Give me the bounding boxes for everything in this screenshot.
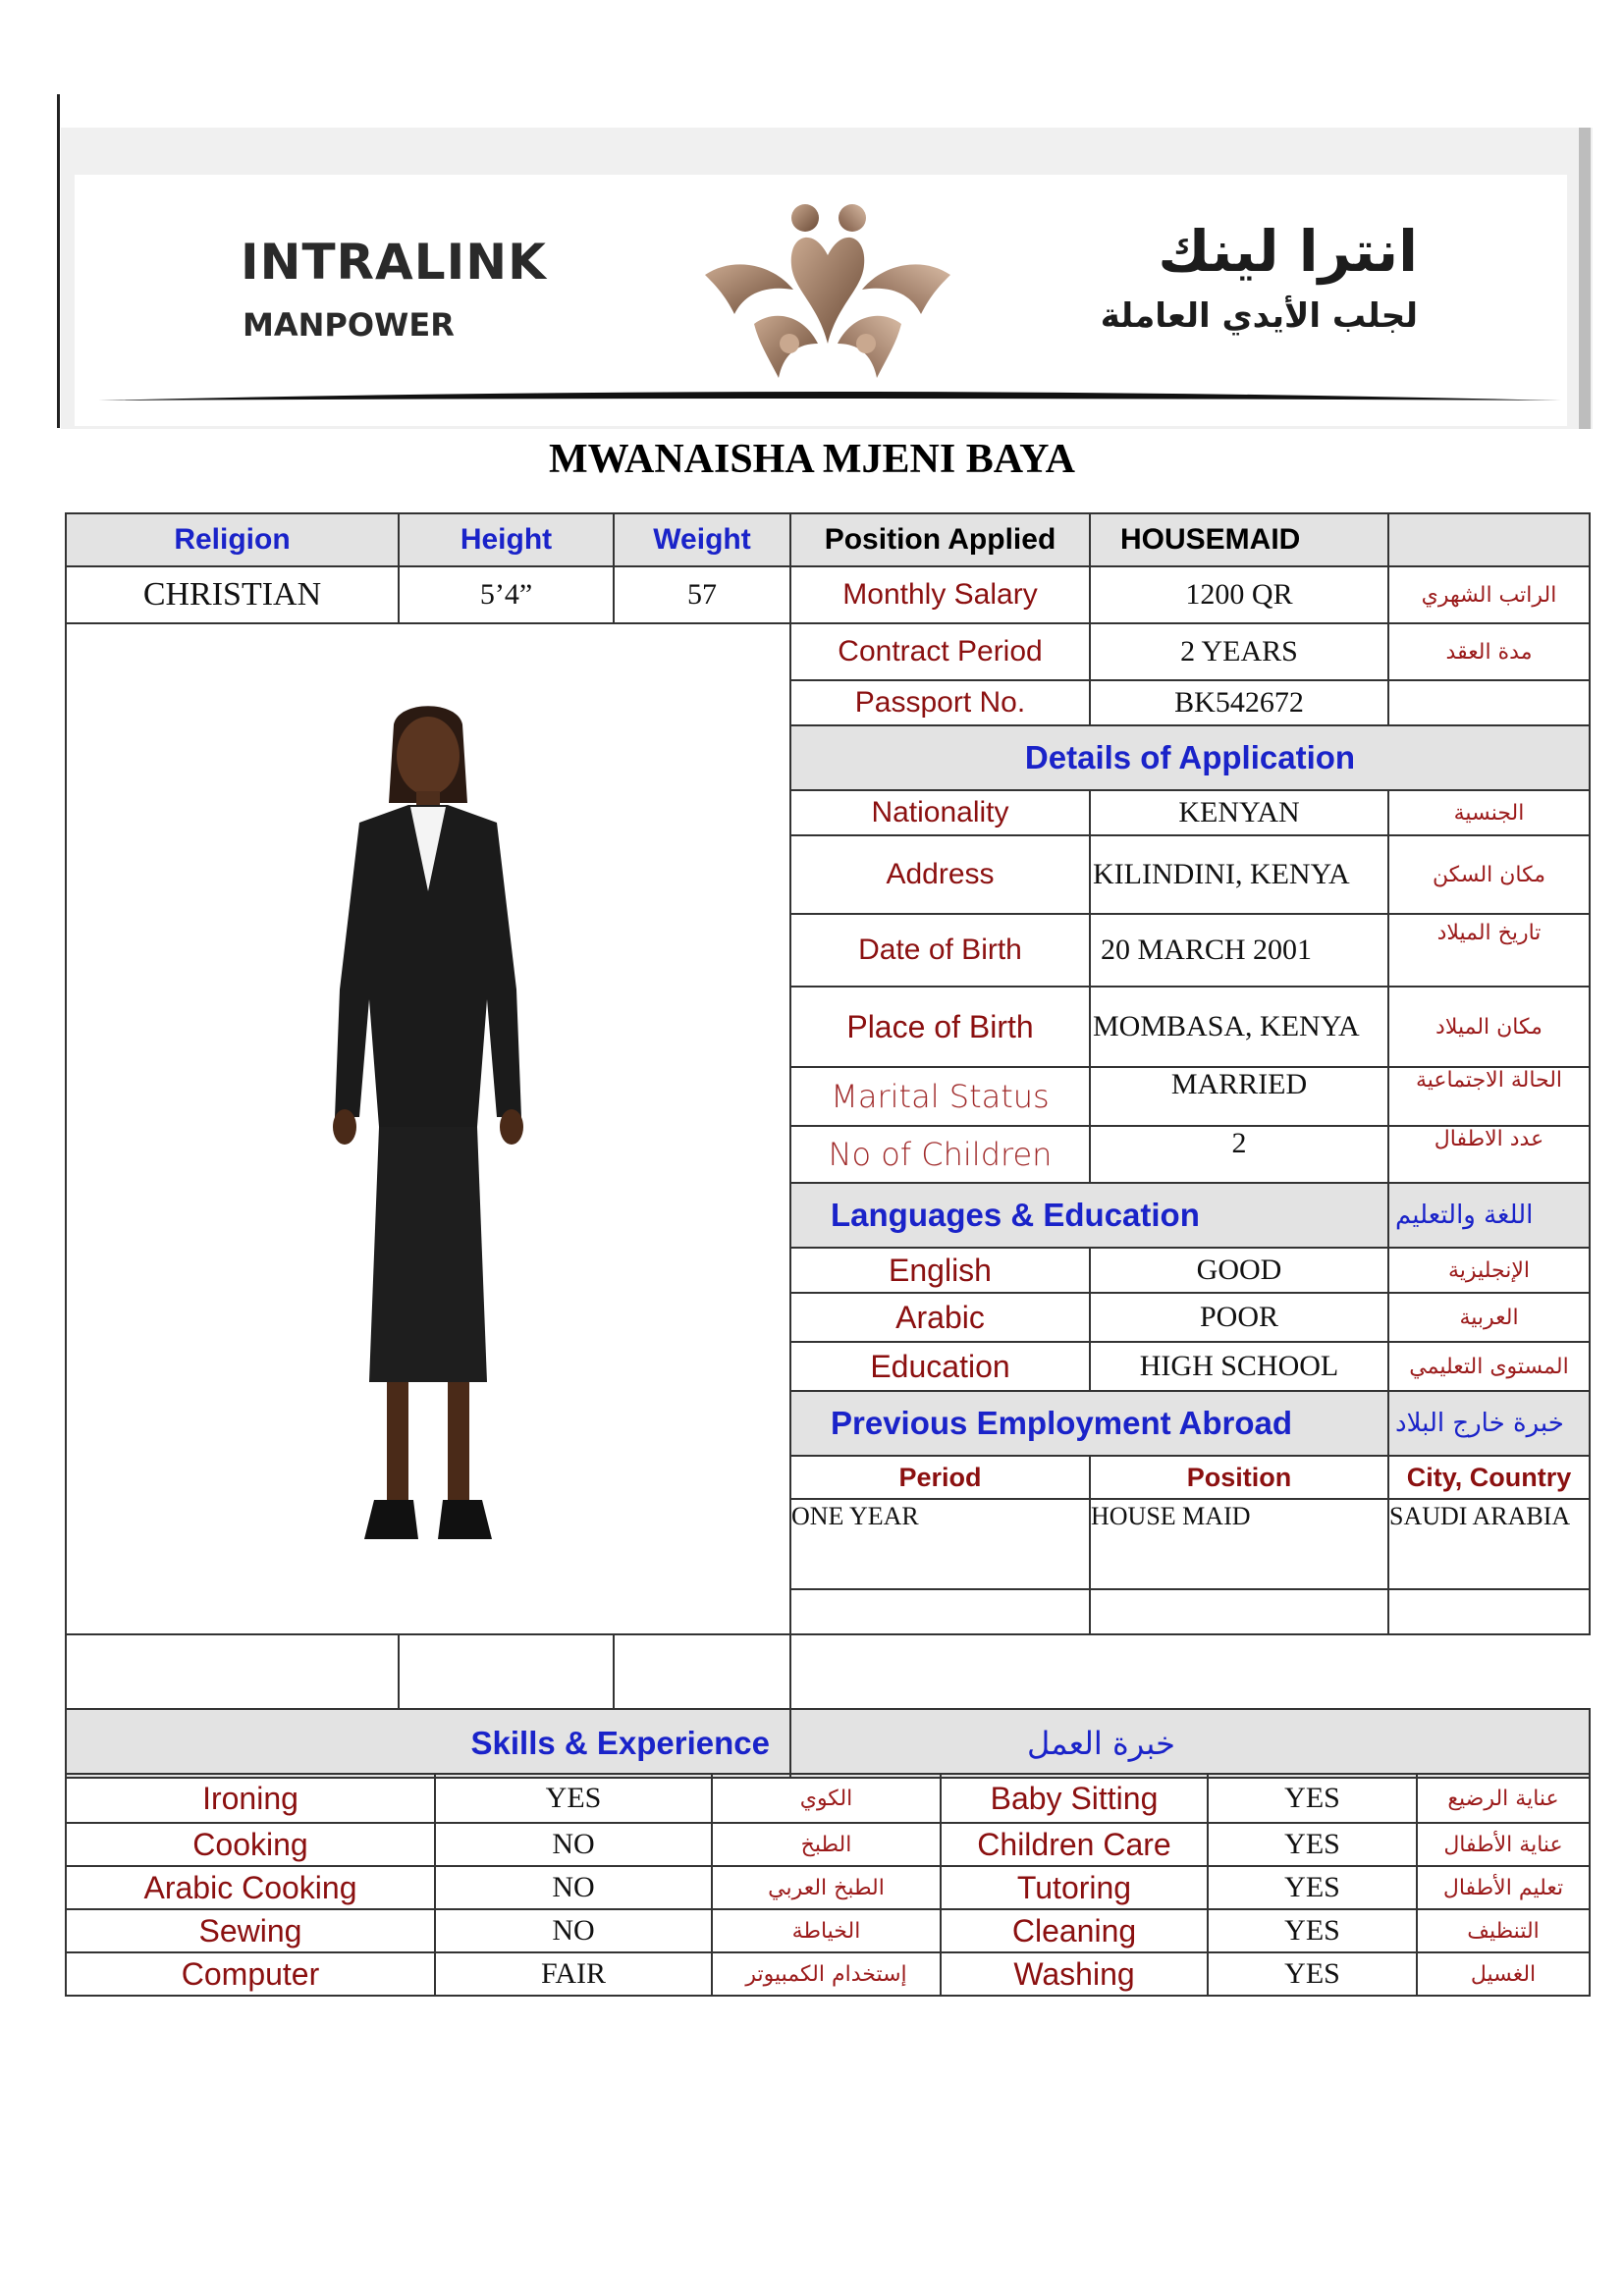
- candidate-name: MWANAISHA MJENI BAYA: [549, 437, 1075, 482]
- education-value: HIGH SCHOOL: [1090, 1342, 1388, 1391]
- skill-label: Arabic Cooking: [66, 1866, 435, 1909]
- skill-ar: الخياطة: [712, 1909, 941, 1952]
- skill-ar: تعليم الأطفال: [1417, 1866, 1590, 1909]
- employment-section-title-ar: خبرة خارج البلاد: [1388, 1391, 1590, 1456]
- position-applied-ar: [1388, 513, 1590, 566]
- position-applied-label: Position Applied: [790, 513, 1090, 566]
- pob-value: MOMBASA, KENYA: [1090, 987, 1388, 1067]
- passport-label: Passport No.: [790, 680, 1090, 725]
- english-ar: الإنجليزية: [1388, 1248, 1590, 1293]
- company-name-ar: انترا لينك: [1158, 218, 1418, 285]
- company-subtitle-ar: لجلب الأيدي العاملة: [1100, 296, 1418, 336]
- header-banner-edge: [1579, 128, 1591, 429]
- employment-empty-cell: [1388, 1589, 1590, 1634]
- skill-value: YES: [1208, 1823, 1417, 1866]
- marital-value: MARRIED: [1090, 1067, 1388, 1126]
- skill-value: NO: [435, 1823, 712, 1866]
- skill-ar: الغسيل: [1417, 1952, 1590, 1996]
- employment-empty-cell: [1090, 1589, 1388, 1634]
- employment-position-header: Position: [1090, 1456, 1388, 1499]
- skill-ar: الكوي: [712, 1774, 941, 1823]
- height-value: 5’4”: [399, 566, 614, 623]
- company-name-en: INTRALINK: [241, 234, 547, 291]
- salary-value: 1200 QR: [1090, 566, 1388, 623]
- skills-section-title-ar: خبرة العمل: [790, 1709, 1590, 1778]
- arabic-label: Arabic: [790, 1293, 1090, 1342]
- employment-empty-cell: [399, 1634, 614, 1709]
- salary-label: Monthly Salary: [790, 566, 1090, 623]
- nationality-value: KENYAN: [1090, 790, 1388, 835]
- skill-value: YES: [1208, 1952, 1417, 1996]
- skill-value: YES: [1208, 1909, 1417, 1952]
- skill-value: NO: [435, 1909, 712, 1952]
- contract-ar: مدة العقد: [1388, 623, 1590, 680]
- skills-row: [66, 1774, 1590, 1823]
- employment-city-header: City, Country: [1388, 1456, 1590, 1499]
- left-margin-rule: [57, 94, 60, 428]
- skill-ar: الطبخ العربي: [712, 1866, 941, 1909]
- dob-ar: تاريخ الميلاد: [1388, 914, 1590, 987]
- dob-value: 20 MARCH 2001: [1090, 914, 1388, 987]
- header-swoosh-line: [98, 385, 1561, 414]
- education-label: Education: [790, 1342, 1090, 1391]
- skill-value: YES: [1208, 1866, 1417, 1909]
- contract-value: 2 YEARS: [1090, 623, 1388, 680]
- height-header: Height: [399, 513, 614, 566]
- languages-section-title: Languages & Education: [790, 1183, 1388, 1248]
- employment-period-value: ONE YEAR: [790, 1499, 1090, 1589]
- weight-header: Weight: [614, 513, 790, 566]
- candidate-photo: [320, 695, 536, 1559]
- weight-value: 57: [614, 566, 790, 623]
- children-value: 2: [1090, 1126, 1388, 1183]
- english-label: English: [790, 1248, 1090, 1293]
- salary-ar: الراتب الشهري: [1388, 566, 1590, 623]
- skill-value: YES: [1208, 1774, 1417, 1823]
- skills-row: [66, 1909, 1590, 1952]
- employment-city-value: SAUDI ARABIA: [1388, 1499, 1590, 1589]
- religion-value: CHRISTIAN: [66, 566, 399, 623]
- employment-position-value: HOUSE MAID: [1090, 1499, 1388, 1589]
- skills-table: [65, 1773, 1591, 1997]
- skill-ar: الطبخ: [712, 1823, 941, 1866]
- skill-ar: إستخدام الكمبيوتر: [712, 1952, 941, 1996]
- contract-label: Contract Period: [790, 623, 1090, 680]
- arabic-value: POOR: [1090, 1293, 1388, 1342]
- address-value: KILINDINI, KENYA: [1090, 835, 1388, 914]
- pob-ar: مكان الميلاد: [1388, 987, 1590, 1067]
- education-ar: المستوى التعليمي: [1388, 1342, 1590, 1391]
- skills-row: [66, 1952, 1590, 1996]
- languages-section-title-ar: اللغة والتعليم: [1388, 1183, 1590, 1248]
- skill-label: Ironing: [66, 1774, 435, 1823]
- skill-ar: عناية الأطفال: [1417, 1823, 1590, 1866]
- skill-label: Cleaning: [941, 1909, 1208, 1952]
- skill-value: NO: [435, 1866, 712, 1909]
- children-ar: عدد الاطفال: [1388, 1126, 1590, 1183]
- arabic-ar: العربية: [1388, 1293, 1590, 1342]
- skill-label: Children Care: [941, 1823, 1208, 1866]
- nationality-ar: الجنسية: [1388, 790, 1590, 835]
- employment-section-title: Previous Employment Abroad: [790, 1391, 1388, 1456]
- skill-label: Tutoring: [941, 1866, 1208, 1909]
- pob-label: Place of Birth: [790, 987, 1090, 1067]
- employment-period-header: Period: [790, 1456, 1090, 1499]
- photo-cell: [66, 623, 790, 1634]
- skill-label: Baby Sitting: [941, 1774, 1208, 1823]
- details-section-title: Details of Application: [790, 725, 1590, 790]
- skill-ar: عناية الرضيع: [1417, 1774, 1590, 1823]
- marital-ar: الحالة الاجتماعية: [1388, 1067, 1590, 1126]
- passport-value: BK542672: [1090, 680, 1388, 725]
- nationality-label: Nationality: [790, 790, 1090, 835]
- employment-empty-cell: [66, 1634, 399, 1709]
- position-applied-value: HOUSEMAID: [1090, 513, 1388, 566]
- skill-label: Computer: [66, 1952, 435, 1996]
- english-value: GOOD: [1090, 1248, 1388, 1293]
- skill-ar: التنظيف: [1417, 1909, 1590, 1952]
- skills-row: [66, 1823, 1590, 1866]
- dob-label: Date of Birth: [790, 914, 1090, 987]
- skills-section-title: Skills & Experience: [66, 1709, 790, 1778]
- skill-label: Sewing: [66, 1909, 435, 1952]
- marital-label: Marital Status: [790, 1067, 1090, 1126]
- skill-value: FAIR: [435, 1952, 712, 1996]
- skill-label: Washing: [941, 1952, 1208, 1996]
- passport-ar: [1388, 680, 1590, 725]
- religion-header: Religion: [66, 513, 399, 566]
- employment-empty-cell: [790, 1589, 1090, 1634]
- address-ar: مكان السكن: [1388, 835, 1590, 914]
- company-subtitle-en: MANPOWER: [243, 306, 455, 344]
- application-table: [65, 512, 1591, 1779]
- company-logo-icon: [695, 196, 960, 393]
- skill-label: Cooking: [66, 1823, 435, 1866]
- skill-value: YES: [435, 1774, 712, 1823]
- children-label: No of Children: [790, 1126, 1090, 1183]
- employment-empty-cell: [614, 1634, 790, 1709]
- address-label: Address: [790, 835, 1090, 914]
- skills-row: [66, 1866, 1590, 1909]
